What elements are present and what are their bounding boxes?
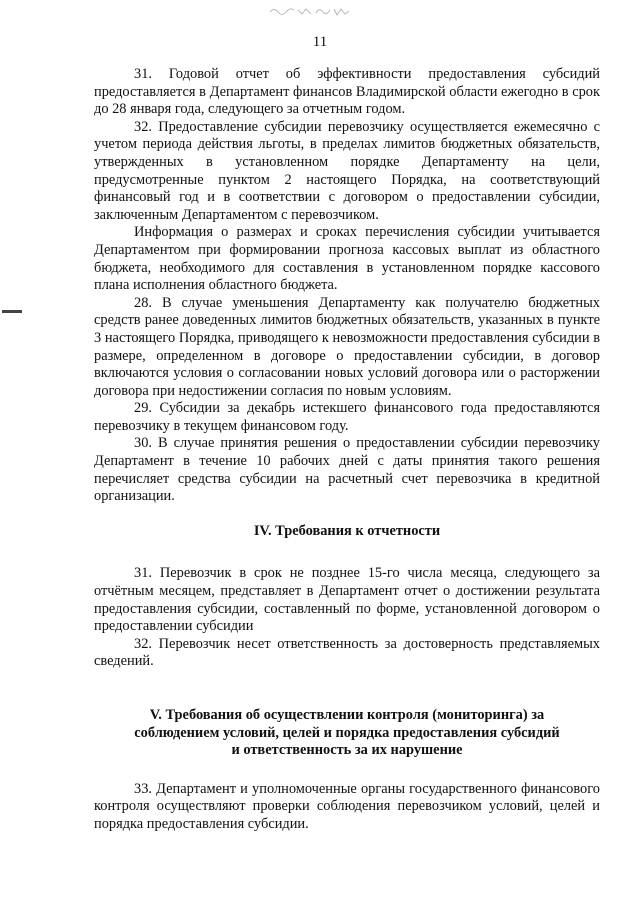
- section-5-heading: [94, 707, 600, 760]
- paragraph-33-control: 33. Департамент и уполномоченные органы государственного финансового контроля осуществляют проверки соблюдения перевозчиком условий, целей и порядка предоставления субсидии.: [94, 780, 600, 832]
- paragraph-29-december-subsidies: 29. Субсидии за декабрь истекшего финансового года предоставляются перевозчику в текущем финансовом году.: [94, 400, 600, 434]
- paragraph-32-responsibility: 32. Перевозчик несет ответственность за достоверность представляемых сведений.: [94, 635, 600, 670]
- stamp-mark: [268, 4, 352, 18]
- section-4-heading: IV. Требования к отчетности: [253, 522, 441, 539]
- paragraph-31-report-deadline: 31. Перевозчик в срок не позднее 15-го числа месяца, следующего за отчётным месяцем, представляет в Департамент отчет о достижении результата предоставления субсидии, составленный по форме, установленной договором о предоставлении субсидии: [94, 565, 600, 635]
- page-number: 11: [312, 34, 328, 50]
- paragraph-31-annual-report: 31. Годовой отчет об эффективности предоставления субсидий предоставляется в Департамент финансов Владимирской области ежегодно в срок до 28 января года, следующего за отчетным годом.: [94, 66, 600, 118]
- section-5-heading-line-1: V. Требования об осуществлении контроля (мониторинга) за: [149, 707, 545, 723]
- paragraph-28-limit-reduction: 28. В случае уменьшения Департаменту как получателю бюджетных средств ранее доведенных лимитов бюджетных обязательств, указанных в пункте 3 настоящего Порядка, приводящего к невозможности предоставления субсидии в размере, определенном в договоре о предоставлении субсидии, в договор включаются условия о согласовании новых условий договора или о расторжении договора при недостижении согласия по новым условиям.: [94, 294, 600, 399]
- section-5-heading-line-2: соблюдением условий, целей и порядка предоставления субсидий: [134, 724, 560, 741]
- section-5-heading-line-3: и ответственность за их нарушение: [231, 742, 463, 759]
- paragraph-30-transfer-decision: 30. В случае принятия решения о предоставлении субсидии перевозчику Департамент в течение 10 рабочих дней с даты принятия такого решения перечисляет средства субсидии на расчетный счет перевозчика в кредитной организации.: [94, 435, 600, 505]
- paragraph-32-subsidy-provision: 32. Предоставление субсидии перевозчику осуществляется ежемесячно с учетом периода действия льготы, в пределах лимитов бюджетных обязательств, утвержденных в установленном порядке Департаменту на цели, предусмотренные пунктом 2 настоящего Порядка, на соответствующий финансовый год и в соответствии с договором о предоставлении субсидии, заключенным Департаментом с перевозчиком.: [94, 118, 600, 223]
- scan-artifact: [2, 310, 22, 313]
- document-body: [94, 66, 600, 834]
- paragraph-info-payment-forecast: Информация о размерах и сроках перечисления субсидии учитывается Департаментом при формировании прогноза кассовых выплат из областного бюджета, необходимого для составления в установленном порядке кассового плана исполнения областного бюджета.: [94, 224, 600, 294]
